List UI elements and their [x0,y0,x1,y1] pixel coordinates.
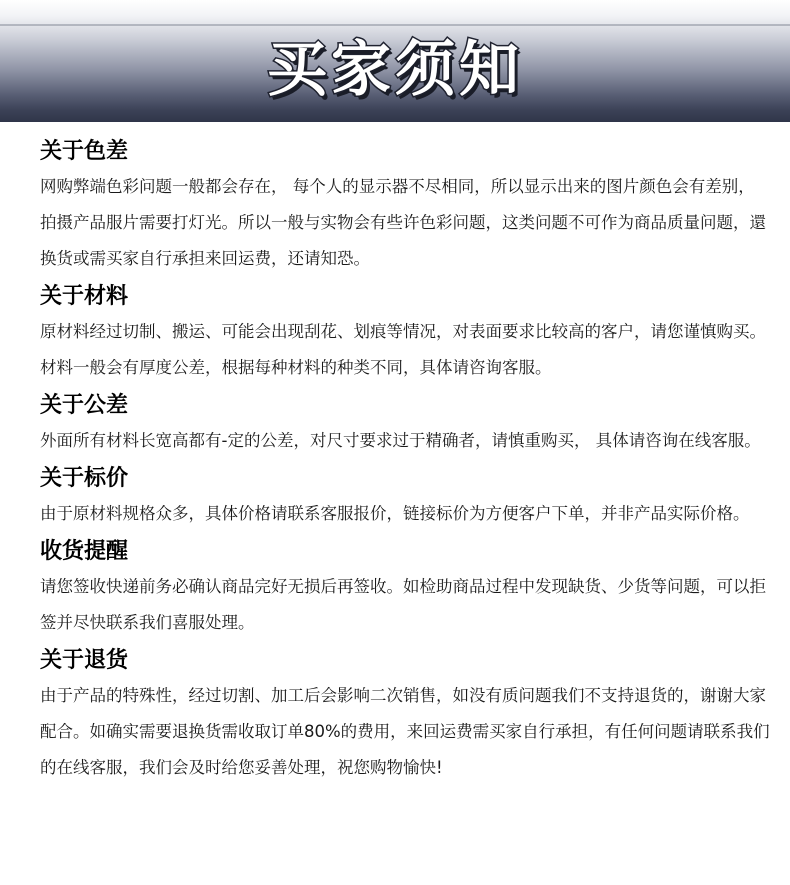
section-returns [40,644,770,786]
section-pricing [40,462,770,532]
section-color-difference [40,135,770,277]
page-title: 买家须知 [267,35,523,105]
section-body: 由于原材料规格众多，具体价格请联系客服报价，链接标价为方便客户下单，并非产品实际价格。 [40,504,750,523]
section-body: 原材料经过切制、搬运、可能会出现刮花、划痕等情况，对表面要求比较高的客户，请您谨慎购买。材料一般会有厚度公差，根据每种材料的种类不同，具体请咨询客服。 [40,322,766,377]
section-heading: 关于色差 [40,139,129,164]
section-materials [40,280,770,386]
section-body: 由于产品的特殊性，经过切割、加工后会影响二次销售，如没有质问题我们不支持退货的，谢谢大家配合。如确实需要退换货需收取订单80%的费用，来回运费需买家自行承担，有任何问题请联系我们的在线客服，我们会及时给您妥善处理，祝您购物愉快! [40,686,770,777]
section-heading: 关于退货 [40,648,129,673]
notice-content [40,135,770,789]
section-body: 外面所有材料长宽高都有-定的公差，对尺寸要求过于精确者，请慎重购买， 具体请咨询在线客服。 [40,431,761,450]
section-heading: 关于公差 [40,393,129,418]
banner-divider [0,24,790,26]
section-delivery-reminder [40,535,770,641]
header-banner [0,0,790,122]
section-body: 网购弊端色彩问题一般都会存在， 每个人的显示器不尽相同，所以显示出来的图片颜色会有差别，拍摄产品服片需要打灯光。所以一般与实物会有些许色彩问题，这类问题不可作为商品质量问题，還换货或需买家自行承担来回运费，还请知恐。 [40,177,766,268]
section-heading: 收货提醒 [40,539,129,564]
section-tolerance [40,389,770,459]
section-heading: 关于标价 [40,466,129,491]
section-body: 请您签收快递前务必确认商品完好无损后再签收。如检助商品过程中发现缺货、少货等问题，可以拒签并尽快联系我们喜服处理。 [40,577,766,632]
section-heading: 关于材料 [40,284,129,309]
